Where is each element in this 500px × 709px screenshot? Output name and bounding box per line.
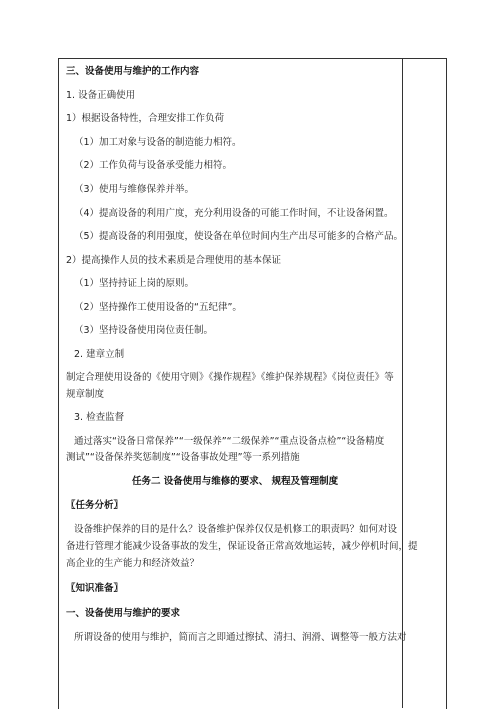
item-1-2-c: （3）坚持设备使用岗位责任制。 (74, 325, 214, 336)
task-title: 任务二 设备使用与维修的要求、 规程及管理制度 (132, 476, 339, 487)
item-1-1-a: （1）加工对象与设备的制造能力相符。 (74, 137, 242, 148)
requirements-heading: 一、设备使用与维护的要求 (66, 608, 181, 619)
task-analysis-heading: 〖任务分析〗 (66, 500, 124, 511)
task-analysis-line-3: 高企业的生产能力和经济效益？ (66, 558, 200, 569)
item-1-1-c: （3）使用与维修保养并举。 (74, 184, 195, 195)
item-1-1: 1）根据设备特性，合理安排工作负荷 (66, 113, 225, 124)
item-1: 1. 设备正确使用 (66, 90, 136, 101)
column-divider (402, 58, 403, 708)
task-analysis-line-2: 备进行管理才能减少设备事故的发生，保证设备正常高效地运转，减少停机时间，提 (66, 541, 418, 552)
task-analysis-line-1: 设备维护保养的目的是什么？设备维护保养仅仅是机修工的职责吗？如何对设 (74, 524, 398, 535)
section-heading: 三、设备使用与维护的工作内容 (66, 66, 200, 77)
item-2: 2. 建章立制 (74, 349, 125, 360)
item-3: 3. 检查监督 (74, 412, 125, 423)
item-1-1-b: （2）工作负荷与设备承受能力相符。 (74, 160, 233, 171)
knowledge-heading: 〖知识准备〗 (66, 583, 124, 594)
item-1-2-a: （1）坚持持证上岗的原则。 (74, 278, 195, 289)
item-3-text-2: 测试”“设备保养奖惩制度”“设备事故处理”等一系列措施 (66, 452, 300, 463)
item-1-1-d: （4）提高设备的利用广度，充分利用设备的可能工作时间，不让设备闲置。 (74, 208, 394, 219)
item-3-text-1: 通过落实“设备日常保养”“一级保养”“二级保养”“重点设备点检”“设备精度 (74, 436, 385, 447)
requirements-text: 所谓设备的使用与维护，简而言之即通过擦拭、清扫、润滑、调整等一般方法对 (74, 632, 407, 643)
item-1-2-b: （2）坚持操作工使用设备的“五纪律”。 (74, 302, 242, 313)
item-1-1-e: （5）提高设备的利用强度，使设备在单位时间内生产出尽可能多的合格产品。 (74, 231, 404, 242)
item-1-2: 2）提高操作人员的技术素质是合理使用的基本保证 (66, 255, 282, 266)
item-2-text-2: 规章制度 (66, 389, 105, 400)
item-2-text-1: 制定合理使用设备的《使用守则》《操作规程》《维护保养规程》《岗位责任》等 (66, 372, 394, 383)
